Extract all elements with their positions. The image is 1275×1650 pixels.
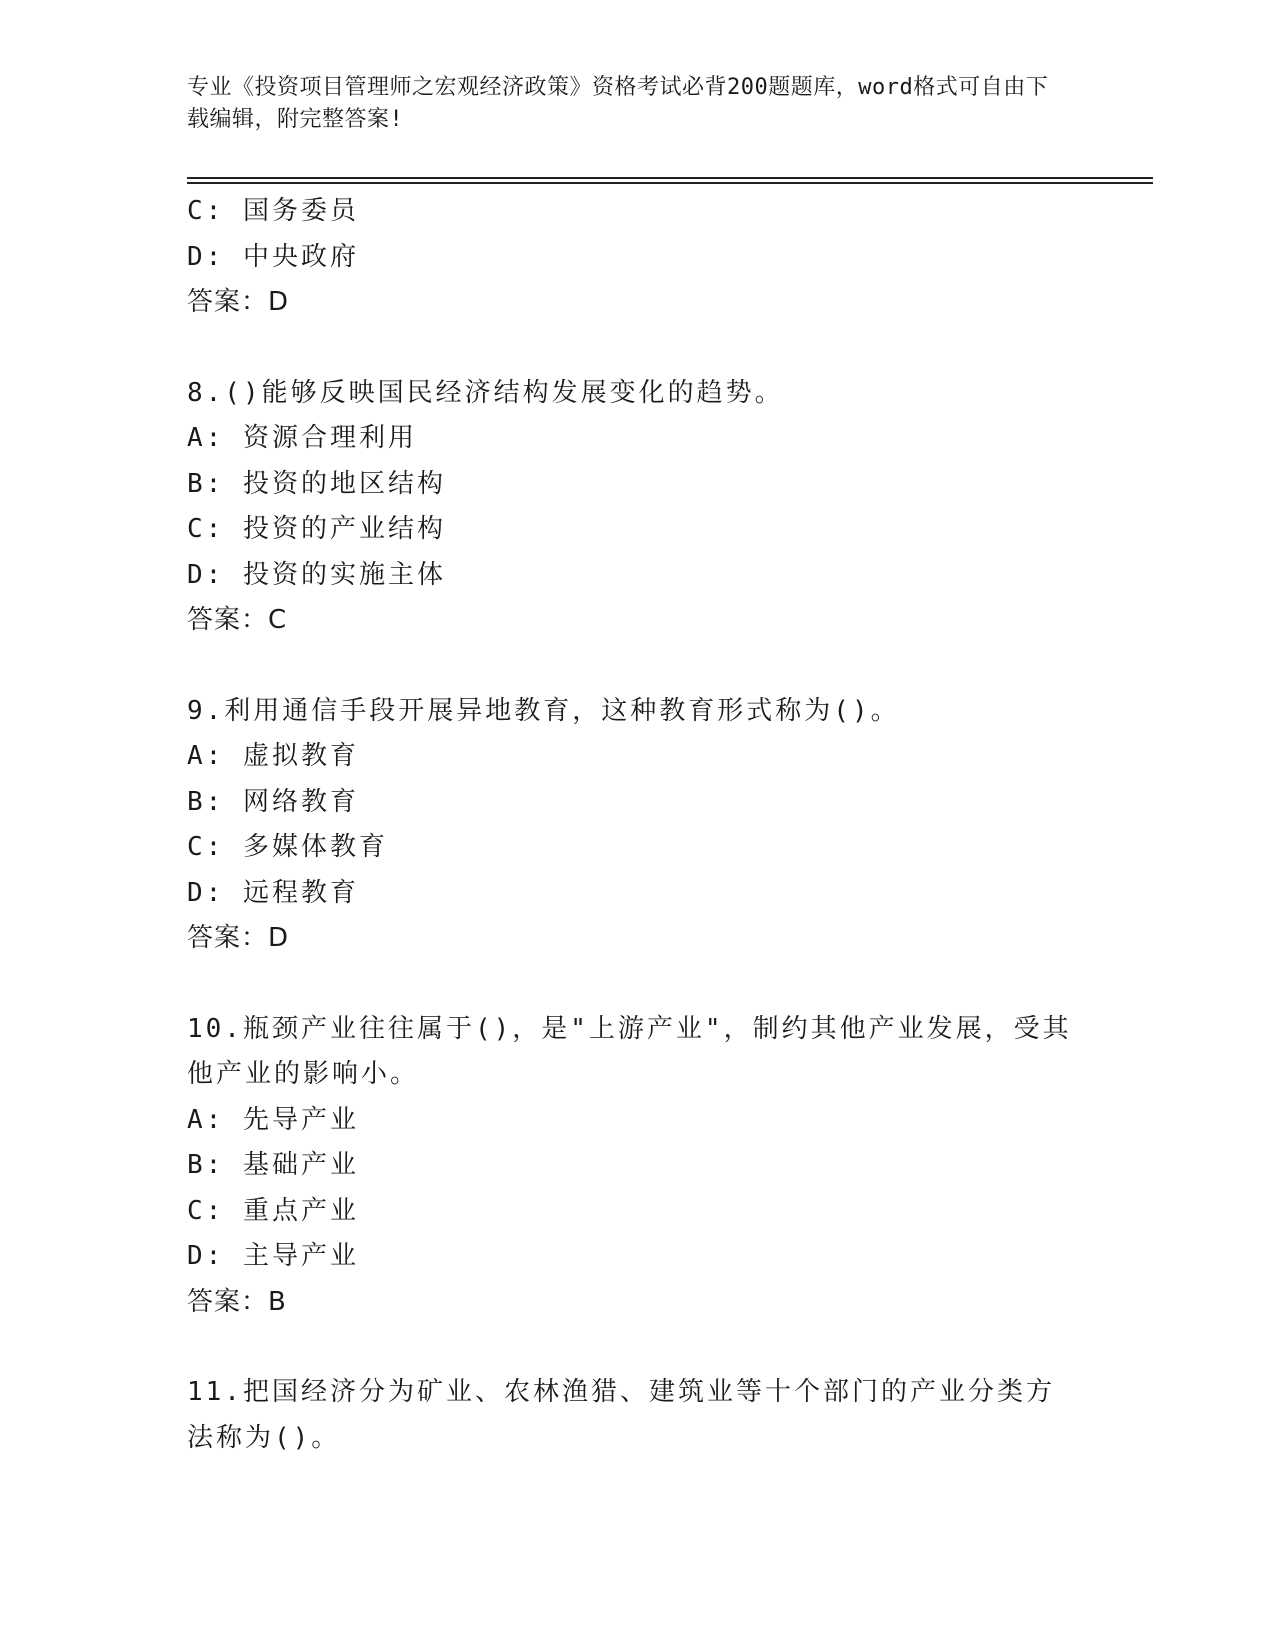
question-10	[187, 1007, 1077, 1326]
header-rule-top	[187, 177, 1153, 179]
document-header: 专业《投资项目管理师之宏观经济政策》资格考试必背200题题库，word格式可自由下载编辑，附完整答案!	[187, 75, 1049, 132]
option-c: C: 投资的产业结构	[187, 514, 446, 544]
answer: 答案：D	[187, 923, 290, 953]
option-a: A: 虚拟教育	[187, 741, 359, 771]
option-d: D: 远程教育	[187, 877, 359, 908]
option-c: C: 多媒体教育	[187, 832, 388, 862]
option-b: B: 基础产业	[187, 1150, 359, 1180]
header-rule-bottom	[187, 182, 1153, 184]
answer: 答案：D	[187, 287, 290, 317]
spacer	[187, 644, 1077, 689]
option-d: D: 中央政府	[187, 241, 359, 272]
option-d: D: 投资的实施主体	[187, 559, 446, 590]
question-text: 10.瓶颈产业往往属于()，是"上游产业"，制约其他产业发展，受其他产业的影响小。	[187, 1013, 1072, 1089]
question-7-continuation	[187, 189, 1077, 326]
option-d: D: 主导产业	[187, 1241, 359, 1271]
option-a: A: 资源合理利用	[187, 423, 417, 453]
option-b: B: 投资的地区结构	[187, 468, 446, 499]
question-8	[187, 371, 1077, 644]
answer: 答案：B	[187, 1286, 287, 1317]
question-9	[187, 689, 1077, 962]
answer: 答案：C	[187, 605, 288, 635]
option-c: C: 重点产业	[187, 1195, 359, 1226]
spacer	[187, 1325, 1077, 1370]
option-c: C: 国务委员	[187, 196, 359, 226]
option-a: A: 先导产业	[187, 1104, 359, 1135]
question-text: 9.利用通信手段开展异地教育，这种教育形式称为()。	[187, 695, 900, 726]
option-b: B: 网络教育	[187, 786, 359, 817]
spacer	[187, 326, 1077, 371]
spacer	[187, 962, 1077, 1007]
question-text: 8.()能够反映国民经济结构发展变化的趋势。	[187, 377, 784, 408]
question-11	[187, 1370, 1077, 1461]
question-list	[187, 189, 1077, 1461]
question-text: 11.把国经济分为矿业、农林渔猎、建筑业等十个部门的产业分类方法称为()。	[187, 1377, 1055, 1453]
